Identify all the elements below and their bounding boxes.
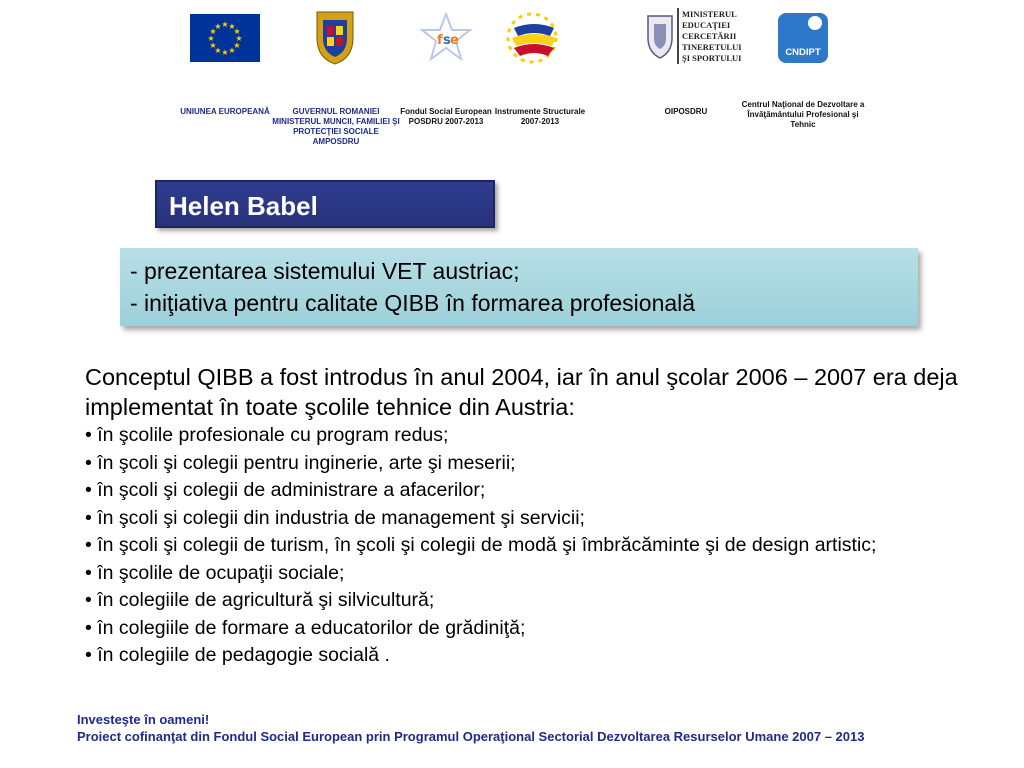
topics-box [120, 248, 918, 326]
list-item: • în şcoli şi colegii de administrare a afacerilor; [85, 479, 486, 501]
topic-line-2: - iniţiativa pentru calitate QIBB în formarea profesională [130, 290, 696, 316]
speaker-name: Helen Babel [169, 191, 318, 221]
topic-line-1: - prezentarea sistemului VET austriac; [130, 258, 520, 284]
list-item: • în şcolile de ocupaţii sociale; [85, 561, 345, 584]
fse-caption: Fondul Social European POSDRU 2007-2013 [400, 107, 492, 126]
svg-text:★: ★ [235, 34, 243, 43]
list-item: • în colegiile de pedagogie socială . [85, 644, 390, 666]
svg-text:★: ★ [214, 46, 222, 55]
eu-flag-icon [190, 14, 260, 62]
svg-text:★: ★ [228, 46, 236, 55]
structural-caption: Instrumente Structurale 2007-2013 [494, 107, 586, 126]
svg-text:★: ★ [228, 22, 236, 31]
list-item: • în şcolile profesionale cu program redus; [85, 424, 449, 446]
fse-logo-icon [418, 12, 474, 64]
list-item: • în colegiile de agricultură şi silvicultură; [85, 589, 435, 611]
svg-text:★: ★ [221, 20, 229, 29]
cndipt-logo-text: CNDIPT [785, 47, 821, 58]
eu-caption: UNIUNEA EUROPEANĂ [180, 107, 270, 116]
cndipt-logo-icon [778, 13, 828, 63]
cndipt-caption: Centrul Naţional de Dezvoltare a Învăţământului Profesional şi Tehnic [741, 100, 865, 129]
speaker-name-box [155, 180, 495, 228]
svg-text:★: ★ [214, 22, 222, 31]
romania-coat-of-arms-icon [313, 8, 357, 66]
svg-text:★: ★ [233, 41, 241, 50]
svg-text:★: ★ [209, 27, 217, 36]
svg-text:★: ★ [209, 41, 217, 50]
list-item: • în şcoli şi colegii de turism, în şcoli şi colegii de modă şi îmbrăcăminte şi de design artistic; [85, 534, 877, 556]
school-types-list [85, 422, 975, 670]
svg-text:★: ★ [221, 48, 229, 57]
list-item: • în şcoli şi colegii din industria de management şi servicii; [85, 506, 585, 529]
ministry-line-3: CERCETĂRII [682, 31, 737, 41]
main-content [85, 362, 975, 670]
svg-text:★: ★ [233, 27, 241, 36]
footer-project-note: Proiect cofinanţat din Fondul Social European prin Programul Operaţional Sectorial Dezvoltarea Resurselor Umane 2007 – 2013 [77, 729, 865, 744]
ministry-line-5: ŞI SPORTULUI [682, 53, 742, 63]
svg-text:★: ★ [207, 34, 215, 43]
svg-text:f: f [437, 33, 443, 48]
list-item: • în şcoli şi colegii pentru inginerie, arte şi meserii; [85, 451, 516, 474]
footer-slogan: Investeşte în oameni! [77, 712, 210, 727]
intro-paragraph: Conceptul QIBB a fost introdus în anul 2004, iar în anul şcolar 2006 – 2007 era deja implementat în toate şcolile tehnice din Austria: [85, 364, 958, 420]
svg-text:e: e [450, 33, 459, 48]
list-item: • în colegiile de formare a educatorilor de grădiniţă; [85, 616, 526, 639]
ministry-line-2: EDUCAŢIEI [682, 20, 731, 30]
footer [77, 711, 864, 745]
ministry-education-logo-icon [645, 8, 740, 66]
svg-text:s: s [443, 33, 451, 48]
ministry-line-1: MINISTERUL [682, 9, 737, 19]
structural-instruments-logo-icon [500, 6, 564, 68]
government-caption: GUVERNUL ROMANIEI MINISTERUL MUNCII, FAMILIEI ŞI PROTECŢIEI SOCIALE AMPOSDRU [272, 107, 400, 146]
oiposdru-caption: OIPOSDRU [664, 107, 708, 116]
ministry-line-4: TINERETULUI [682, 42, 742, 52]
